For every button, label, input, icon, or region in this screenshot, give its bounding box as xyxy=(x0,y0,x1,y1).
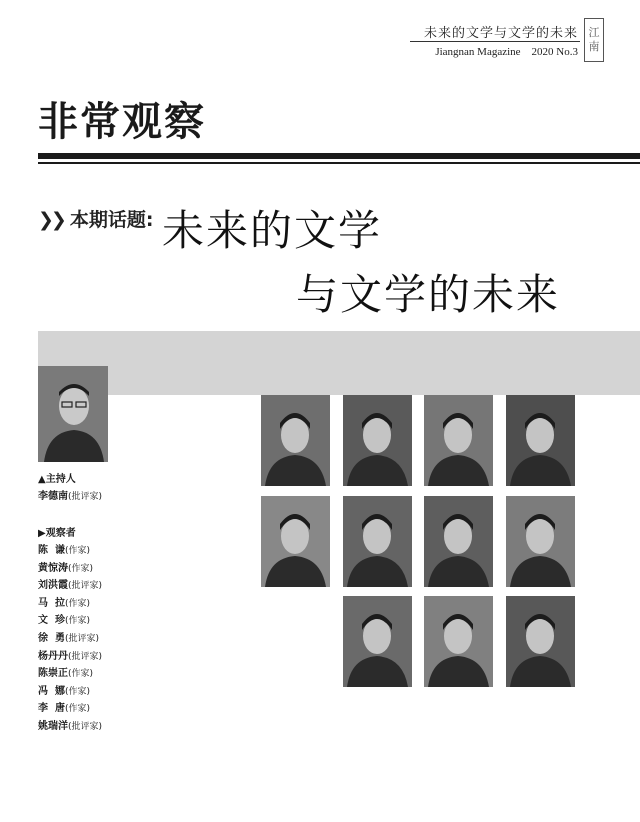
observer-portrait-photo xyxy=(506,496,575,587)
observer-portrait-photo xyxy=(343,496,412,587)
observers-heading: ▶观察者 xyxy=(38,528,76,539)
observer-role: (作家) xyxy=(68,563,94,574)
observer-list-item xyxy=(38,632,99,646)
observer-portrait-photo xyxy=(424,596,493,687)
observer-role: (作家) xyxy=(64,546,90,556)
observer-portrait-photo xyxy=(261,496,330,587)
observer-name: 黄惊涛 xyxy=(38,562,68,574)
observer-list-item xyxy=(38,685,90,699)
host-role: (批评家) xyxy=(68,492,103,502)
host-name: 李德南 xyxy=(38,491,68,502)
magazine-name: Jiangnan Magazine xyxy=(435,46,521,58)
gray-banner-band xyxy=(38,331,640,395)
section-title: 非常观察 xyxy=(38,99,206,145)
observer-portrait-photo xyxy=(424,496,493,587)
observer-portrait-photo xyxy=(424,395,493,486)
observer-role: (作家) xyxy=(64,616,90,627)
observer-portrait-photo xyxy=(343,395,412,486)
observer-portrait-photo xyxy=(261,395,330,486)
host-heading: ▲主持人 xyxy=(38,474,76,485)
double-chevron-icon: ❯❯ xyxy=(38,209,64,231)
observer-name: 陈 谦 xyxy=(38,545,65,556)
header-rule xyxy=(410,41,580,42)
observer-name: 李 唐 xyxy=(38,703,65,715)
magazine-seal-logo xyxy=(584,18,604,62)
observer-role: (作家) xyxy=(68,669,94,680)
title-rule-thick xyxy=(38,153,640,159)
host-name-line xyxy=(38,490,102,504)
observer-name: 文 珍 xyxy=(38,615,65,627)
seal-char-2: 南 xyxy=(588,40,600,53)
topic-label-text: 本期话题: xyxy=(69,209,154,231)
observer-portrait-photo xyxy=(343,596,412,687)
host-portrait-photo xyxy=(38,366,108,462)
observer-name: 姚瑞洋 xyxy=(38,721,68,732)
observer-name: 马 拉 xyxy=(38,597,65,609)
observer-role: (批评家) xyxy=(68,581,103,592)
observer-name: 杨丹丹 xyxy=(38,650,68,662)
observer-role: (作家) xyxy=(64,704,90,715)
observer-name: 刘洪霞 xyxy=(38,580,68,592)
observer-list-item xyxy=(38,614,90,628)
observer-list-item xyxy=(38,579,102,593)
observer-name: 冯 娜 xyxy=(38,685,65,697)
observer-list-item xyxy=(38,544,90,558)
observer-portrait-photo xyxy=(506,596,575,687)
observer-portrait-photo xyxy=(506,395,575,486)
observer-role: (批评家) xyxy=(68,722,103,732)
observer-list-item xyxy=(38,702,90,716)
observer-list-item xyxy=(38,720,102,734)
observer-list-item xyxy=(38,650,102,664)
observer-role: (批评家) xyxy=(68,651,103,662)
observer-role: (作家) xyxy=(64,686,90,697)
observer-list-item xyxy=(38,667,93,681)
observer-name: 徐 勇 xyxy=(38,633,65,644)
running-header-magazine xyxy=(435,46,578,58)
observer-role: (作家) xyxy=(64,598,90,609)
observer-list-item xyxy=(38,597,90,611)
topic-label xyxy=(38,205,153,232)
title-rule-thin xyxy=(38,162,640,164)
topic-title-line-2: 与文学的未来 xyxy=(296,270,561,319)
issue-number: 2020 No.3 xyxy=(531,46,578,58)
observer-role: (批评家) xyxy=(64,634,99,644)
topic-title-line-1: 未来的文学 xyxy=(162,206,383,255)
observer-list-item xyxy=(38,562,93,576)
seal-char-1: 江 xyxy=(588,26,600,39)
observer-name: 陈崇正 xyxy=(38,668,68,680)
running-header-title: 未来的文学与文学的未来 xyxy=(423,26,578,41)
